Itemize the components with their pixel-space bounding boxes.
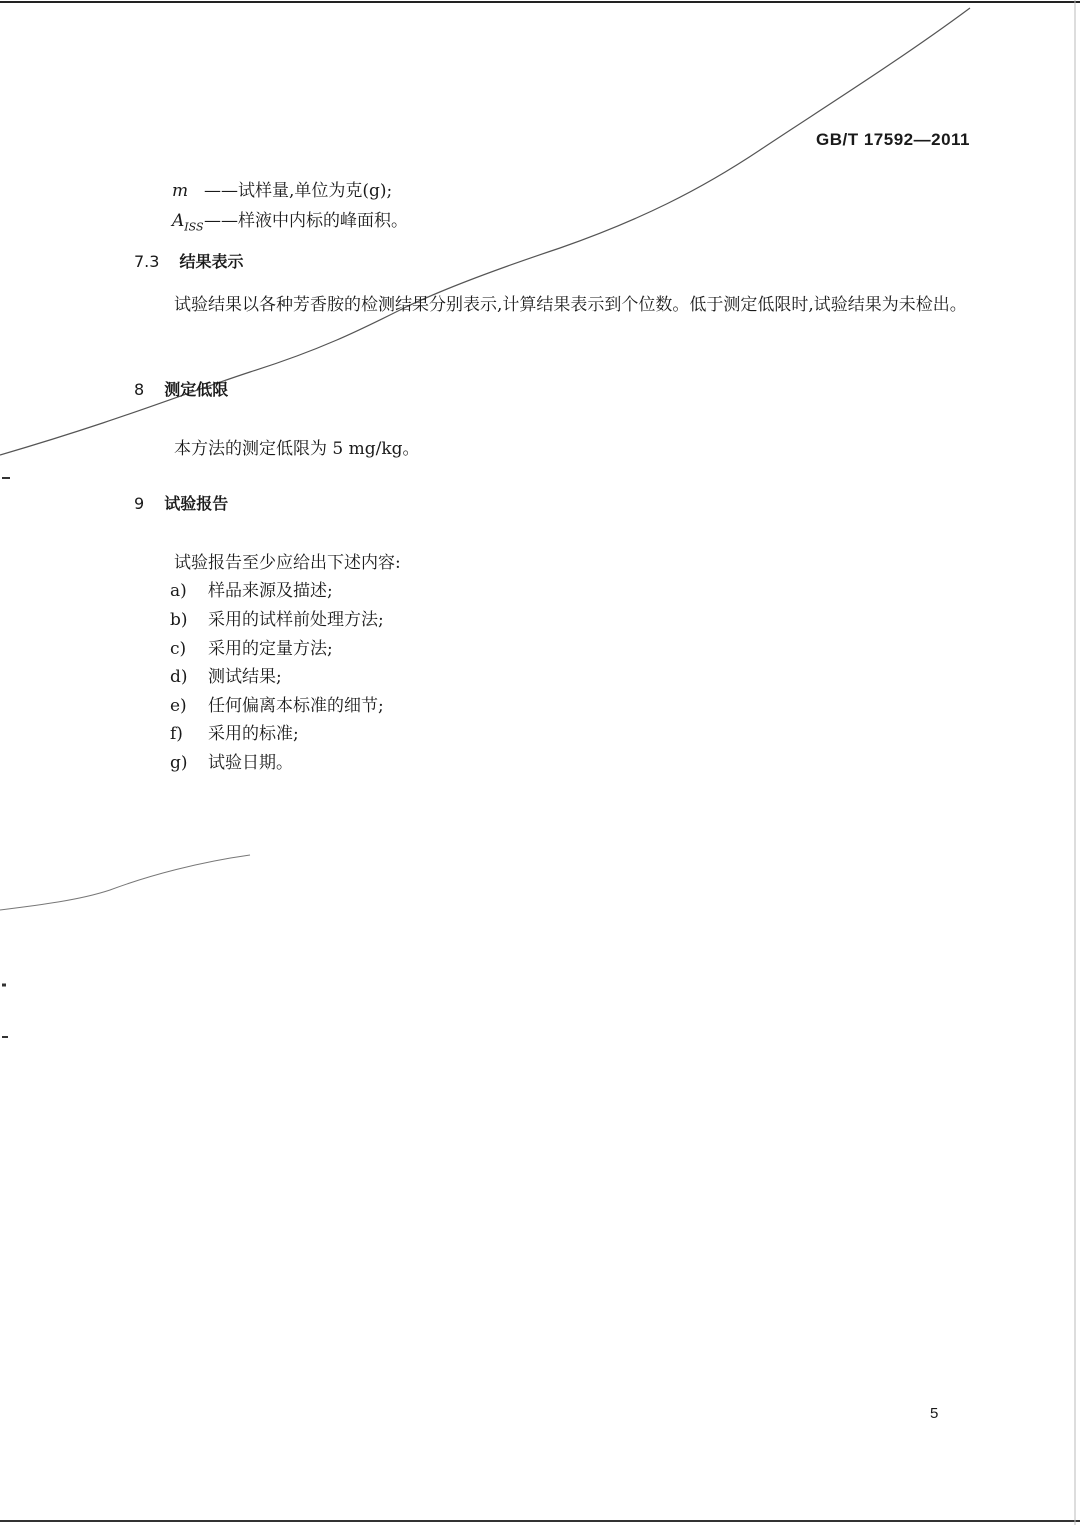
section-9-intro: 试验报告至少应给出下述内容: xyxy=(174,553,401,573)
list-text: 采用的标准; xyxy=(208,724,299,744)
variable-symbol xyxy=(172,211,204,233)
list-mark: c) xyxy=(170,639,187,659)
section-8-heading xyxy=(134,377,228,400)
list-item xyxy=(170,576,333,601)
variable-desc: 样液中内标的峰面积。 xyxy=(238,211,408,231)
list-mark: b) xyxy=(170,610,188,630)
list-item xyxy=(170,719,299,744)
variable-desc: 试样量,单位为克(g); xyxy=(238,181,393,201)
section-8-text: 本方法的测定低限为 5 mg/kg。 xyxy=(174,439,420,459)
list-text: 试验日期。 xyxy=(208,753,293,773)
variable-subscript: ISS xyxy=(184,220,204,234)
variable-m xyxy=(172,176,392,201)
section-7-3-heading xyxy=(134,249,243,272)
list-item xyxy=(170,605,384,630)
list-mark: g) xyxy=(170,753,188,773)
section-title: 结果表示 xyxy=(179,252,244,271)
section-9-heading xyxy=(134,491,228,514)
list-item xyxy=(170,662,282,687)
list-mark: d) xyxy=(170,667,188,687)
list-text: 任何偏离本标准的细节; xyxy=(208,696,384,716)
list-text: 采用的试样前处理方法; xyxy=(208,610,384,630)
section-number: 9 xyxy=(134,494,145,513)
list-item xyxy=(170,634,333,659)
section-7-3-text: 试验结果以各种芳香胺的检测结果分别表示,计算结果表示到个位数。低于测定低限时,试验结果为未检出。 xyxy=(174,295,967,315)
variable-dash: —— xyxy=(204,211,238,231)
section-number: 7.3 xyxy=(134,252,160,271)
page-number: 5 xyxy=(930,1405,939,1422)
standard-code: GB/T 17592—2011 xyxy=(816,130,970,149)
variable-dash: —— xyxy=(204,181,238,201)
section-number: 8 xyxy=(134,380,145,399)
variable-symbol: m xyxy=(172,181,189,201)
list-mark: a) xyxy=(170,581,187,601)
list-text: 样品来源及描述; xyxy=(208,581,333,601)
section-title: 测定低限 xyxy=(164,380,229,399)
list-text: 测试结果; xyxy=(208,667,282,687)
list-mark: f) xyxy=(170,724,183,744)
variable-symbol-base: A xyxy=(172,211,185,231)
section-title: 试验报告 xyxy=(164,494,229,513)
list-item xyxy=(170,691,384,716)
list-mark: e) xyxy=(170,696,187,716)
list-item xyxy=(170,748,293,773)
variable-a-iss xyxy=(172,206,408,233)
list-text: 采用的定量方法; xyxy=(208,639,333,659)
